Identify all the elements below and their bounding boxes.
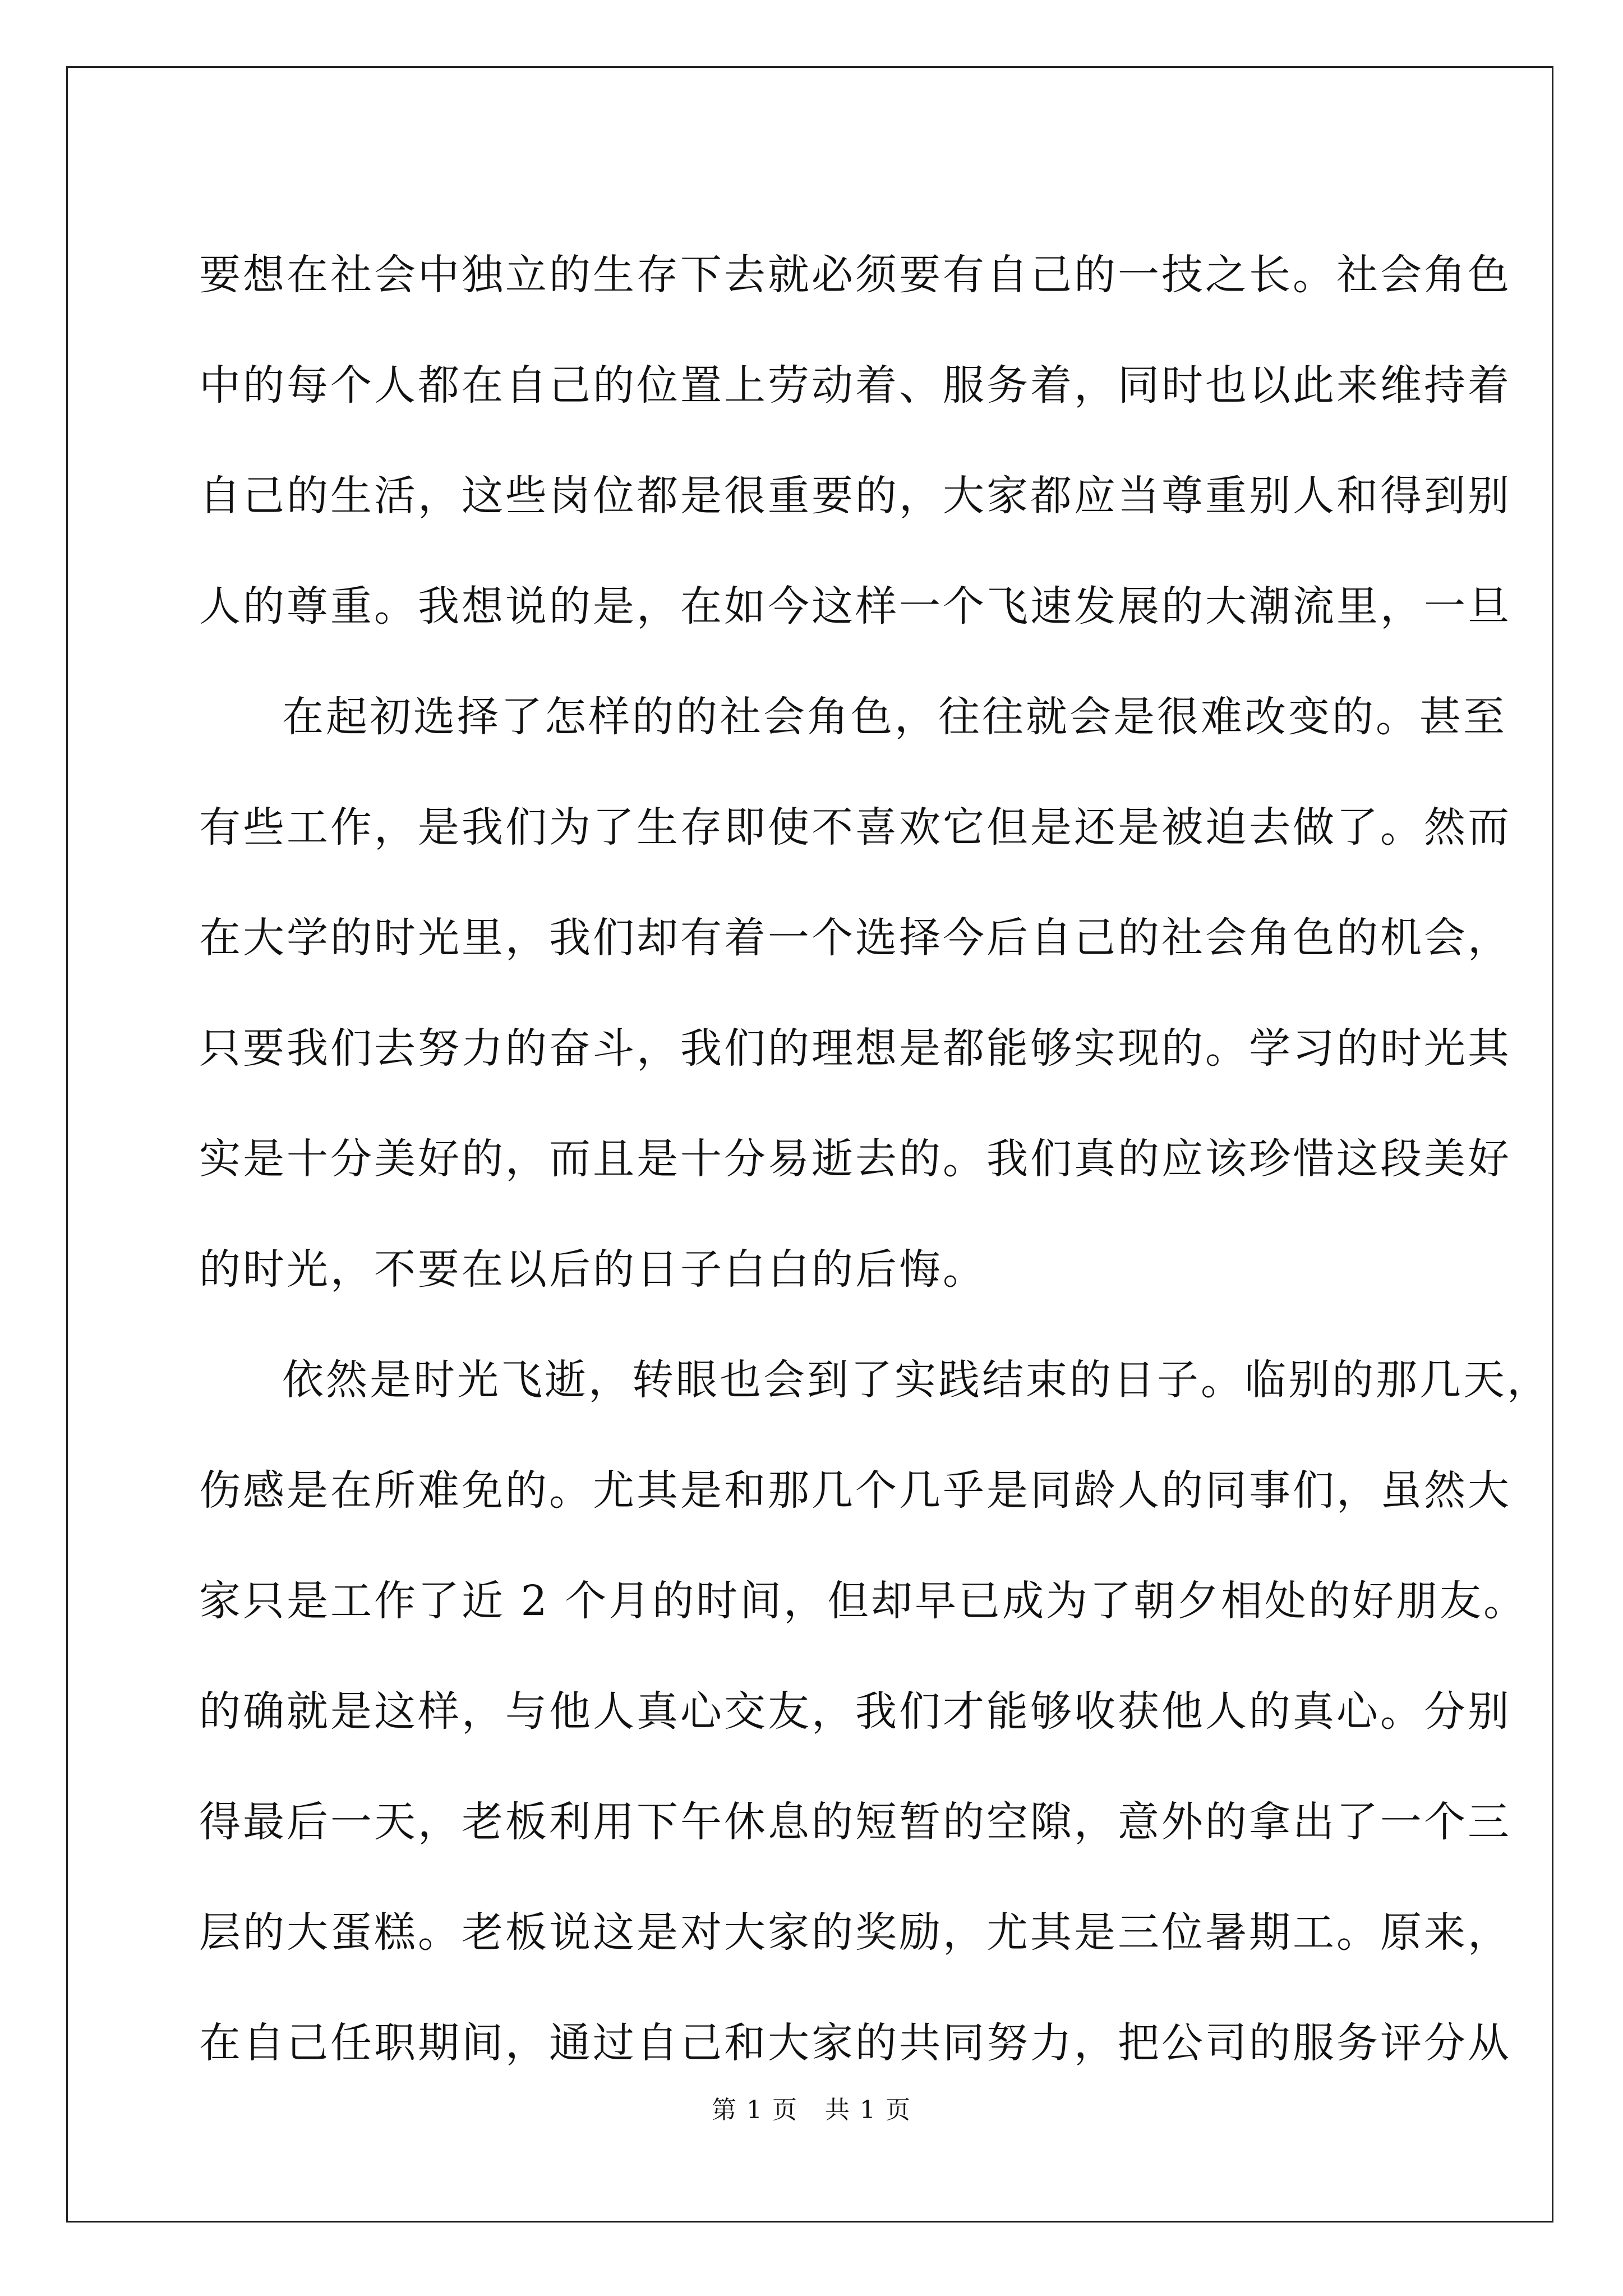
page-footer: 第 1 页 共 1 页	[712, 2096, 911, 2124]
text-line: 实是十分美好的，而且是十分易逝去的。我们真的应该珍惜这段美好	[199, 1135, 1511, 1183]
text-line: 在起初选择了怎样的的社会角色，往往就会是很难改变的。甚至	[282, 693, 1507, 741]
text-line: 的时光，不要在以后的日子白白的后悔。	[199, 1245, 986, 1294]
text-line: 在大学的时光里，我们却有着一个选择今后自己的社会角色的机会，	[199, 914, 1511, 962]
text-line: 只要我们去努力的奋斗，我们的理想是都能够实现的。学习的时光其	[199, 1024, 1511, 1073]
text-line: 人的尊重。我想说的是，在如今这样一个飞速发展的大潮流里，一旦	[199, 582, 1511, 631]
text-line: 在自己任职期间，通过自己和大家的共同努力，把公司的服务评分从	[199, 2019, 1511, 2067]
text-line: 中的每个人都在自己的位置上劳动着、服务着，同时也以此来维持着	[199, 361, 1511, 409]
text-line: 得最后一天，老板利用下午休息的短暂的空隙，意外的拿出了一个三	[199, 1798, 1511, 1846]
text-line: 要想在社会中独立的生存下去就必须要有自己的一技之长。社会角色	[199, 251, 1511, 299]
document-body	[199, 220, 1551, 2099]
text-line: 伤感是在所难免的。尤其是和那几个几乎是同龄人的同事们，虽然大	[199, 1466, 1511, 1515]
text-line: 家只是工作了近 2 个月的时间，但却早已成为了朝夕相处的好朋友。	[199, 1577, 1528, 1625]
text-line: 有些工作，是我们为了生存即使不喜欢它但是还是被迫去做了。然而	[199, 803, 1511, 852]
text-line: 依然是时光飞逝，转眼也会到了实践结束的日子。临别的那几天，	[282, 1356, 1551, 1404]
text-line: 的确就是这样，与他人真心交友，我们才能够收获他人的真心。分别	[199, 1687, 1511, 1736]
text-line: 层的大蛋糕。老板说这是对大家的奖励，尤其是三位暑期工。原来，	[199, 1908, 1511, 1957]
text-line: 自己的生活，这些岗位都是很重要的，大家都应当尊重别人和得到别	[199, 472, 1511, 520]
